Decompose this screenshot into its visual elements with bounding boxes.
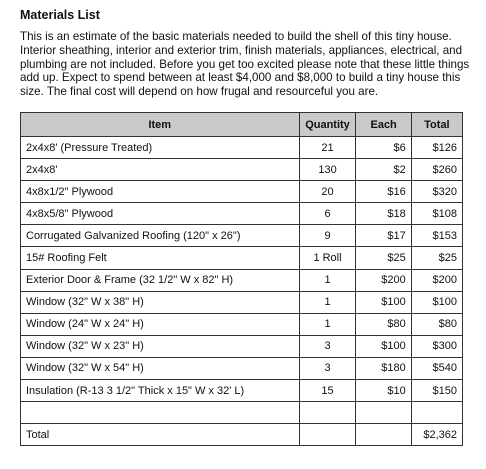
quantity-cell: 1 (299, 313, 356, 335)
total-cell: $100 (411, 291, 462, 313)
quantity-cell (299, 402, 356, 424)
table-row (21, 313, 463, 335)
each-cell: $100 (356, 291, 411, 313)
grand-total: $2,362 (411, 424, 462, 446)
total-cell: $300 (411, 335, 462, 357)
total-quantity-empty (299, 424, 356, 446)
total-cell: $80 (411, 313, 462, 335)
each-cell: $16 (356, 181, 411, 203)
header-each: Each (356, 113, 411, 137)
quantity-cell: 130 (299, 159, 356, 181)
item-cell: Window (32" W x 23" H) (21, 335, 300, 357)
materials-table (20, 112, 463, 446)
total-each-empty (356, 424, 411, 446)
item-cell: 15# Roofing Felt (21, 247, 300, 269)
table-row (21, 181, 463, 203)
quantity-cell: 3 (299, 357, 356, 379)
header-item: Item (21, 113, 300, 137)
total-label: Total (21, 424, 300, 446)
total-cell: $150 (411, 380, 462, 402)
each-cell (356, 402, 411, 424)
item-cell: Exterior Door & Frame (32 1/2" W x 82" H) (21, 269, 300, 291)
table-row (21, 203, 463, 225)
total-cell: $320 (411, 181, 462, 203)
each-cell: $17 (356, 225, 411, 247)
total-cell: $126 (411, 137, 462, 159)
total-cell: $153 (411, 225, 462, 247)
intro-paragraph: This is an estimate of the basic materials needed to build the shell of this tiny house. Interior sheathing, interior and exterior trim, finish materials, appliances, electrical, and plumbing are not included. Before you get too excited please note that these little things add up. Expect to spend between at least $4,000 and $8,000 to build a tiny house this size. The final cost will depend on how frugal and resourceful you are. (20, 30, 470, 99)
header-quantity: Quantity (299, 113, 356, 137)
table-row (21, 291, 463, 313)
table-row (21, 247, 463, 269)
total-cell: $540 (411, 357, 462, 379)
item-cell: 4x8x5/8" Plywood (21, 203, 300, 225)
each-cell: $200 (356, 269, 411, 291)
quantity-cell: 1 Roll (299, 247, 356, 269)
total-cell: $25 (411, 247, 462, 269)
each-cell: $180 (356, 357, 411, 379)
table-row (21, 357, 463, 379)
quantity-cell: 1 (299, 269, 356, 291)
item-cell: Window (32" W x 38" H) (21, 291, 300, 313)
total-cell (411, 402, 462, 424)
total-row (21, 424, 463, 446)
page-title: Materials List (20, 8, 100, 22)
table-row (21, 380, 463, 402)
table-header-row (21, 113, 463, 137)
quantity-cell: 15 (299, 380, 356, 402)
each-cell: $25 (356, 247, 411, 269)
each-cell: $10 (356, 380, 411, 402)
total-cell: $200 (411, 269, 462, 291)
table-row (21, 269, 463, 291)
quantity-cell: 1 (299, 291, 356, 313)
item-cell: 2x4x8' (21, 159, 300, 181)
item-cell: 2x4x8' (Pressure Treated) (21, 137, 300, 159)
quantity-cell: 3 (299, 335, 356, 357)
item-cell: Window (32" W x 54" H) (21, 357, 300, 379)
quantity-cell: 6 (299, 203, 356, 225)
item-cell: 4x8x1/2" Plywood (21, 181, 300, 203)
table-row (21, 159, 463, 181)
item-cell: Corrugated Galvanized Roofing (120" x 26") (21, 225, 300, 247)
total-cell: $108 (411, 203, 462, 225)
header-total: Total (411, 113, 462, 137)
each-cell: $6 (356, 137, 411, 159)
table-row (21, 402, 463, 424)
table-row (21, 335, 463, 357)
table-row (21, 225, 463, 247)
table-row (21, 137, 463, 159)
each-cell: $18 (356, 203, 411, 225)
item-cell: Insulation (R-13 3 1/2" Thick x 15" W x 32' L) (21, 380, 300, 402)
quantity-cell: 21 (299, 137, 356, 159)
each-cell: $2 (356, 159, 411, 181)
item-cell: Window (24" W x 24" H) (21, 313, 300, 335)
each-cell: $100 (356, 335, 411, 357)
total-cell: $260 (411, 159, 462, 181)
quantity-cell: 9 (299, 225, 356, 247)
quantity-cell: 20 (299, 181, 356, 203)
item-cell (21, 402, 300, 424)
each-cell: $80 (356, 313, 411, 335)
